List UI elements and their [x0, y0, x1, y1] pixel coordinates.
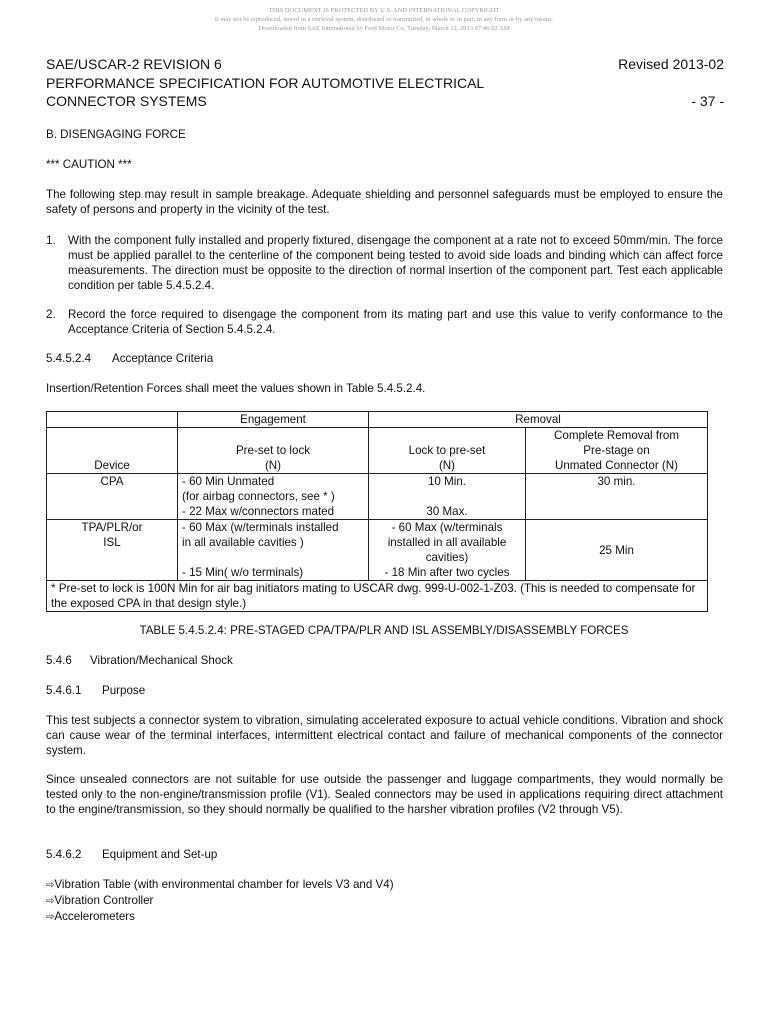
section-heading: B. DISENGAGING FORCE — [46, 128, 186, 141]
cell-line: (for airbag connectors, see * ) — [182, 490, 335, 503]
cell-line: - 60 Min Unmated — [182, 475, 275, 488]
section-number: 5.4.6.1 — [46, 684, 82, 697]
cell-line: 30 Max. — [426, 505, 468, 518]
doc-title-line-1: PERFORMANCE SPECIFICATION FOR AUTOMOTIVE ELECTRICAL — [46, 75, 485, 91]
table-column-header-row — [47, 428, 708, 474]
acceptance-intro: Insertion/Retention Forces shall meet the values shown in Table 5.4.5.2.4. — [46, 382, 426, 395]
cell-line: TPA/PLR/or — [81, 521, 143, 534]
arrow-bullet-icon: ⇨ — [46, 912, 55, 923]
header-line: (N) — [264, 459, 282, 472]
cell-line: - 60 Max (w/terminals installed — [182, 521, 339, 534]
table-footnote-row — [47, 581, 708, 612]
section-title: Acceptance Criteria — [112, 352, 214, 365]
section-title: Vibration/Mechanical Shock — [90, 654, 233, 667]
doc-title-line-2: CONNECTOR SYSTEMS — [46, 93, 207, 109]
document-header — [46, 56, 724, 73]
revision-date: Revised 2013-02 — [618, 56, 724, 72]
step-number: 2. — [46, 308, 56, 321]
section-title: Purpose — [102, 684, 146, 697]
cell-line: 10 Min. — [427, 475, 467, 488]
lock-cell — [369, 474, 526, 520]
lock-column-header — [369, 428, 526, 474]
doc-id: SAE/USCAR-2 REVISION 6 — [46, 56, 222, 72]
step-text: With the component fully installed and properly fixtured, disengage the component at a rate not to exceed 50mm/min. The force must be applied parallel to the centerline of the component being tested to avoid side loads and binding which can affect force measurements. The direction must be opposite to the direction of normal insertion of the component part. Test each applicable condition per table 5.4.5.2.4. — [68, 234, 723, 292]
list-item-text: Accelerometers — [54, 910, 135, 923]
list-item — [46, 877, 723, 893]
preset-column-header — [178, 428, 369, 474]
list-item — [46, 909, 723, 925]
cell-line: - 60 Max (w/terminals — [391, 521, 503, 534]
list-item-text: Vibration Table (with environmental chamber for levels V3 and V4) — [54, 878, 394, 891]
section-number: 5.4.6 — [46, 654, 72, 667]
header-line: Lock to pre-set — [408, 444, 486, 457]
cell-line: in all available cavities ) — [182, 536, 304, 549]
engagement-group-header: Engagement — [178, 412, 369, 428]
complete-removal-column-header — [526, 428, 708, 474]
copyright-line-1: THIS DOCUMENT IS PROTECTED BY U.S. AND INTERNATIONAL COPYRIGHT — [268, 7, 500, 14]
device-column-header: Device — [47, 428, 178, 474]
header-line: Pre-set to lock — [235, 444, 311, 457]
preset-cell — [178, 474, 369, 520]
device-cell: CPA — [47, 474, 178, 520]
copyright-notice — [0, 6, 768, 33]
header-line: Unmated Connector (N) — [554, 459, 679, 472]
header-line: Complete Removal from — [554, 429, 679, 442]
table-group-header-row — [47, 412, 708, 428]
header-line: (N) — [438, 459, 456, 472]
preset-cell — [178, 520, 369, 581]
step-number: 1. — [46, 234, 56, 247]
lock-cell — [369, 520, 526, 581]
device-cell — [47, 520, 178, 581]
complete-removal-cell: 25 Min — [526, 520, 708, 581]
table-row-cpa — [47, 474, 708, 520]
purpose-paragraph-1: This test subjects a connector system to vibration, simulating accelerated exposure to actual vehicle conditions. Vibration and shock can cause wear of the terminal interfaces, intermittent electrical contact and failure of mechanical components of the connector system. — [46, 714, 723, 757]
arrow-bullet-icon: ⇨ — [46, 896, 55, 907]
cell-line: - 18 Min after two cycles — [384, 566, 510, 579]
cell-line: ISL — [103, 536, 121, 549]
copyright-line-3: Downloaded from SAE International by Ford Motor Co, Tuesday, March 12, 2013 07:46:02 AM — [258, 25, 510, 32]
arrow-bullet-icon: ⇨ — [46, 880, 55, 891]
table-caption: TABLE 5.4.5.2.4: PRE-STAGED CPA/TPA/PLR AND ISL ASSEMBLY/DISASSEMBLY FORCES — [139, 624, 629, 637]
list-item-text: Vibration Controller — [54, 894, 154, 907]
header-line: Pre-stage on — [583, 444, 650, 457]
cell-line: - 15 Min( w/o terminals) — [182, 566, 304, 579]
purpose-paragraph-2: Since unsealed connectors are not suitable for use outside the passenger and luggage compartments, they would normally be tested only to the non-engine/transmission profile (V1). Sealed connectors may be used in applications requiring direct attachment to the engine/transmission, so they should normally be qualified to the harsher vibration profiles (V2 through V5). — [46, 773, 723, 816]
cell-line: cavities) — [425, 551, 469, 564]
copyright-line-2: It may not be reproduced, stored in a retrieval system, distributed or transmitted, in whole or in part, in any form or by any means. — [214, 16, 554, 23]
section-number: 5.4.5.2.4 — [46, 352, 92, 365]
warning-paragraph: The following step may result in sample breakage. Adequate shielding and personnel safeguards must be employed to ensure the safety of persons and property in the vicinity of the test. — [46, 188, 723, 216]
page-number: - 37 - — [691, 93, 724, 109]
list-item — [46, 893, 723, 909]
cell-line: - 22 Max w/connectors mated — [182, 505, 335, 518]
section-title: Equipment and Set-up — [102, 848, 218, 861]
table-row-tpa — [47, 520, 708, 581]
table-cell-empty — [47, 412, 178, 428]
removal-group-header: Removal — [369, 412, 708, 428]
equipment-list — [46, 877, 723, 925]
doc-title-row-2 — [46, 93, 724, 110]
caution-heading: *** CAUTION *** — [46, 158, 132, 171]
section-number: 5.4.6.2 — [46, 848, 82, 861]
table-footnote: * Pre-set to lock is 100N Min for air bag initiators mating to USCAR dwg. 999-U-002-1-Z03. (This is needed to compensate for the exposed CPA in that design style.) — [47, 581, 708, 612]
step-text: Record the force required to disengage the component from its mating part and use this value to verify conformance to the Acceptance Criteria of Section 5.4.5.2.4. — [68, 308, 723, 336]
cell-line: installed in all available — [387, 536, 507, 549]
forces-table — [46, 411, 708, 612]
complete-removal-cell: 30 min. — [526, 474, 708, 520]
